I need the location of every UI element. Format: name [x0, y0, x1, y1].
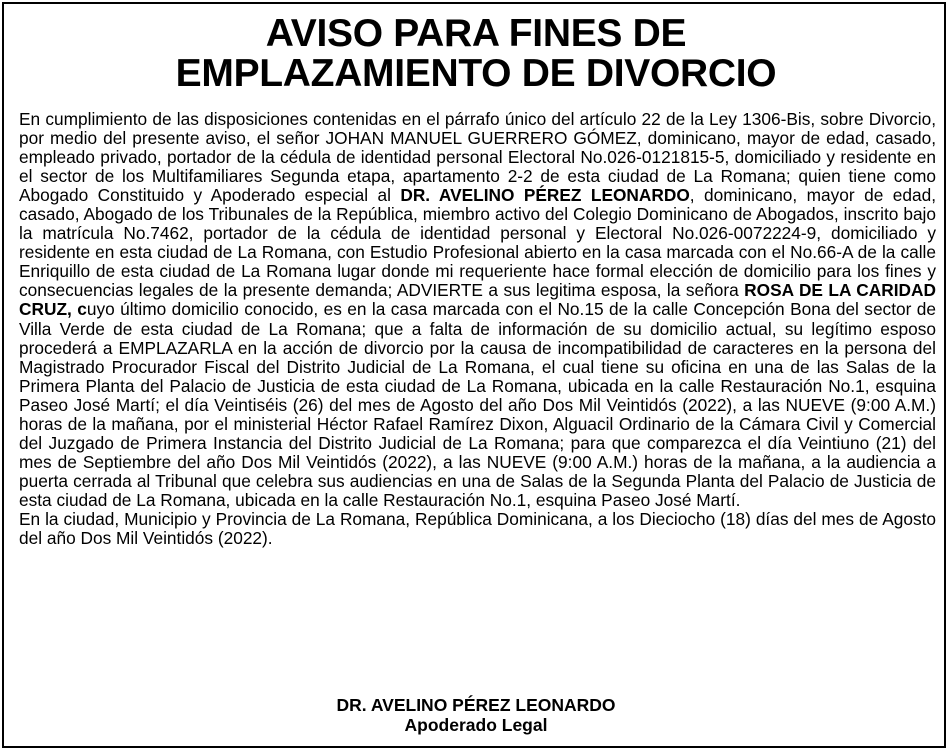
closing-paragraph: En la ciudad, Municipio y Provincia de La Romana, República Dominicana, a los Dieciocho (18) días del mes de Agosto del año Dos Mil Veintidós (2022).: [19, 508, 936, 549]
paragraph-text-3: uyo último domicilio conocido, es en la casa marcada con el No.15 de la calle Concepción Bona del sector de Villa Verde de esta ciudad de La Romana; que a falta de información de su domicilio actual, su legítimo esposo procederá a EMPLAZARLA en la acción de divorcio por la causa de incompatibilidad de caracteres en la persona del Magistrado Procurador Fiscal del Distrito Judicial de La Romana, el cual tiene su oficina en una de las Salas de la Primera Planta del Palacio de Justicia de esta ciudad de La Romana, ubicada en la calle Restauración No.1, esquina Paseo José Martí; el día Veintiséis (26) del mes de Agosto del año Dos Mil Veintidós (2022), a las NUEVE (9:00 A.M.) horas de la mañana, por el ministerial Héctor Rafael Ramírez Dixon, Alguacil Ordinario de la Cámara Civil y Comercial del Juzgado de Primera Instancia del Distrito Judicial de La Romana; para que comparezca el día Veintiuno (21) del mes de Septiembre del año Dos Mil Veintidós (2022), a las NUEVE (9:00 A.M.) horas de la mañana, a la audiencia a puerta cerrada al Tribunal que celebra sus audiencias en una de Salas de la Segunda Planta del Palacio de Justicia de esta ciudad de La Romana, ubicada en la calle Restauración No.1, esquina Paseo José Martí.: [19, 299, 936, 510]
signature-block: [0, 695, 952, 735]
paragraph-text-2: , dominicano, mayor de edad, casado, Abogado de los Tribunales de la República, miembro activo del Colegio Dominicano de Abogados, inscrito bajo la matrícula No.7462, portador de la cédula de identidad personal y Electoral No.026-0072224-9, domiciliado y residente en esta ciudad de La Romana, con Estudio Profesional abierto en la casa marcada con el No.66-A de la calle Enriquillo de esta ciudad de La Romana lugar donde mi requeriente hace formal elección de domicilio para los fines y consecuencias legales de la presente demanda; ADVIERTE a sus legitima esposa, la señora: [19, 185, 936, 301]
notice-body: [19, 110, 936, 548]
signature-name: DR. AVELINO PÉREZ LEONARDO: [336, 695, 616, 715]
notice-title: [0, 14, 952, 94]
lawyer-name-bold: DR. AVELINO PÉREZ LEONARDO: [400, 185, 690, 206]
signature-role: Apoderado Legal: [404, 715, 548, 735]
spouse-name-bold: ROSA DE LA CARIDAD CRUZ, c: [19, 280, 936, 320]
main-paragraph: [19, 110, 936, 510]
title-line-1: AVISO PARA FINES DE: [265, 12, 687, 55]
paragraph-text-1: En cumplimiento de las disposiciones contenidas en el párrafo único del artículo 22 de la Ley 1306-Bis, sobre Divorcio, por medio del presente aviso, el señor JOHAN MANUEL GUERRERO GÓMEZ, dominicano, mayor de edad, casado, empleado privado, portador de la cédula de identidad personal Electoral No.026-0121815-5, domiciliado y residente en el sector de los Multifamiliares Segunda etapa, apartamento 2-2 de esta ciudad de La Romana; quien tiene como Abogado Constituido y Apoderado especial al: [19, 109, 936, 206]
title-line-2: EMPLAZAMIENTO DE DIVORCIO: [175, 52, 777, 95]
